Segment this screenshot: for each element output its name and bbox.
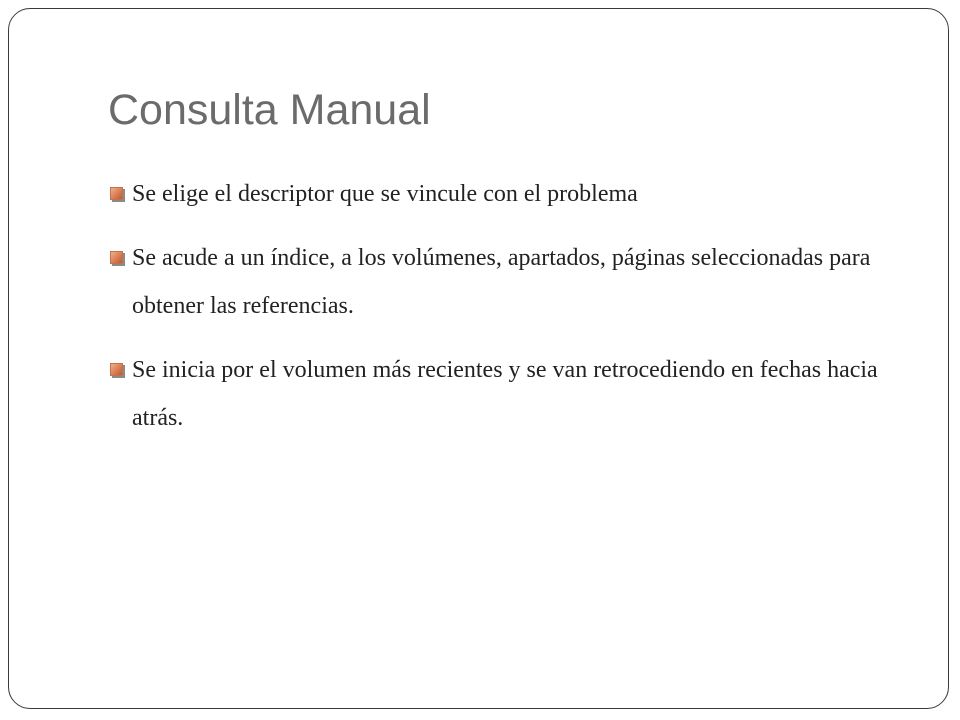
bullet-item [108,170,908,218]
slide-title: Consulta Manual [108,86,431,134]
square-bullet-icon [110,187,123,200]
bullet-text: Se inicia por el volumen más recientes y se van retrocediendo en fechas hacia atrás. [132,357,878,431]
bullet-text: Se elige el descriptor que se vincule con el problema [132,181,638,207]
bullet-item [108,346,908,442]
square-bullet-icon [110,251,123,264]
bullet-list [108,170,908,458]
bullet-text: Se acude a un índice, a los volúmenes, apartados, páginas seleccionadas para obtener las referencias. [132,245,871,319]
square-bullet-icon [110,363,123,376]
bullet-item [108,234,908,330]
